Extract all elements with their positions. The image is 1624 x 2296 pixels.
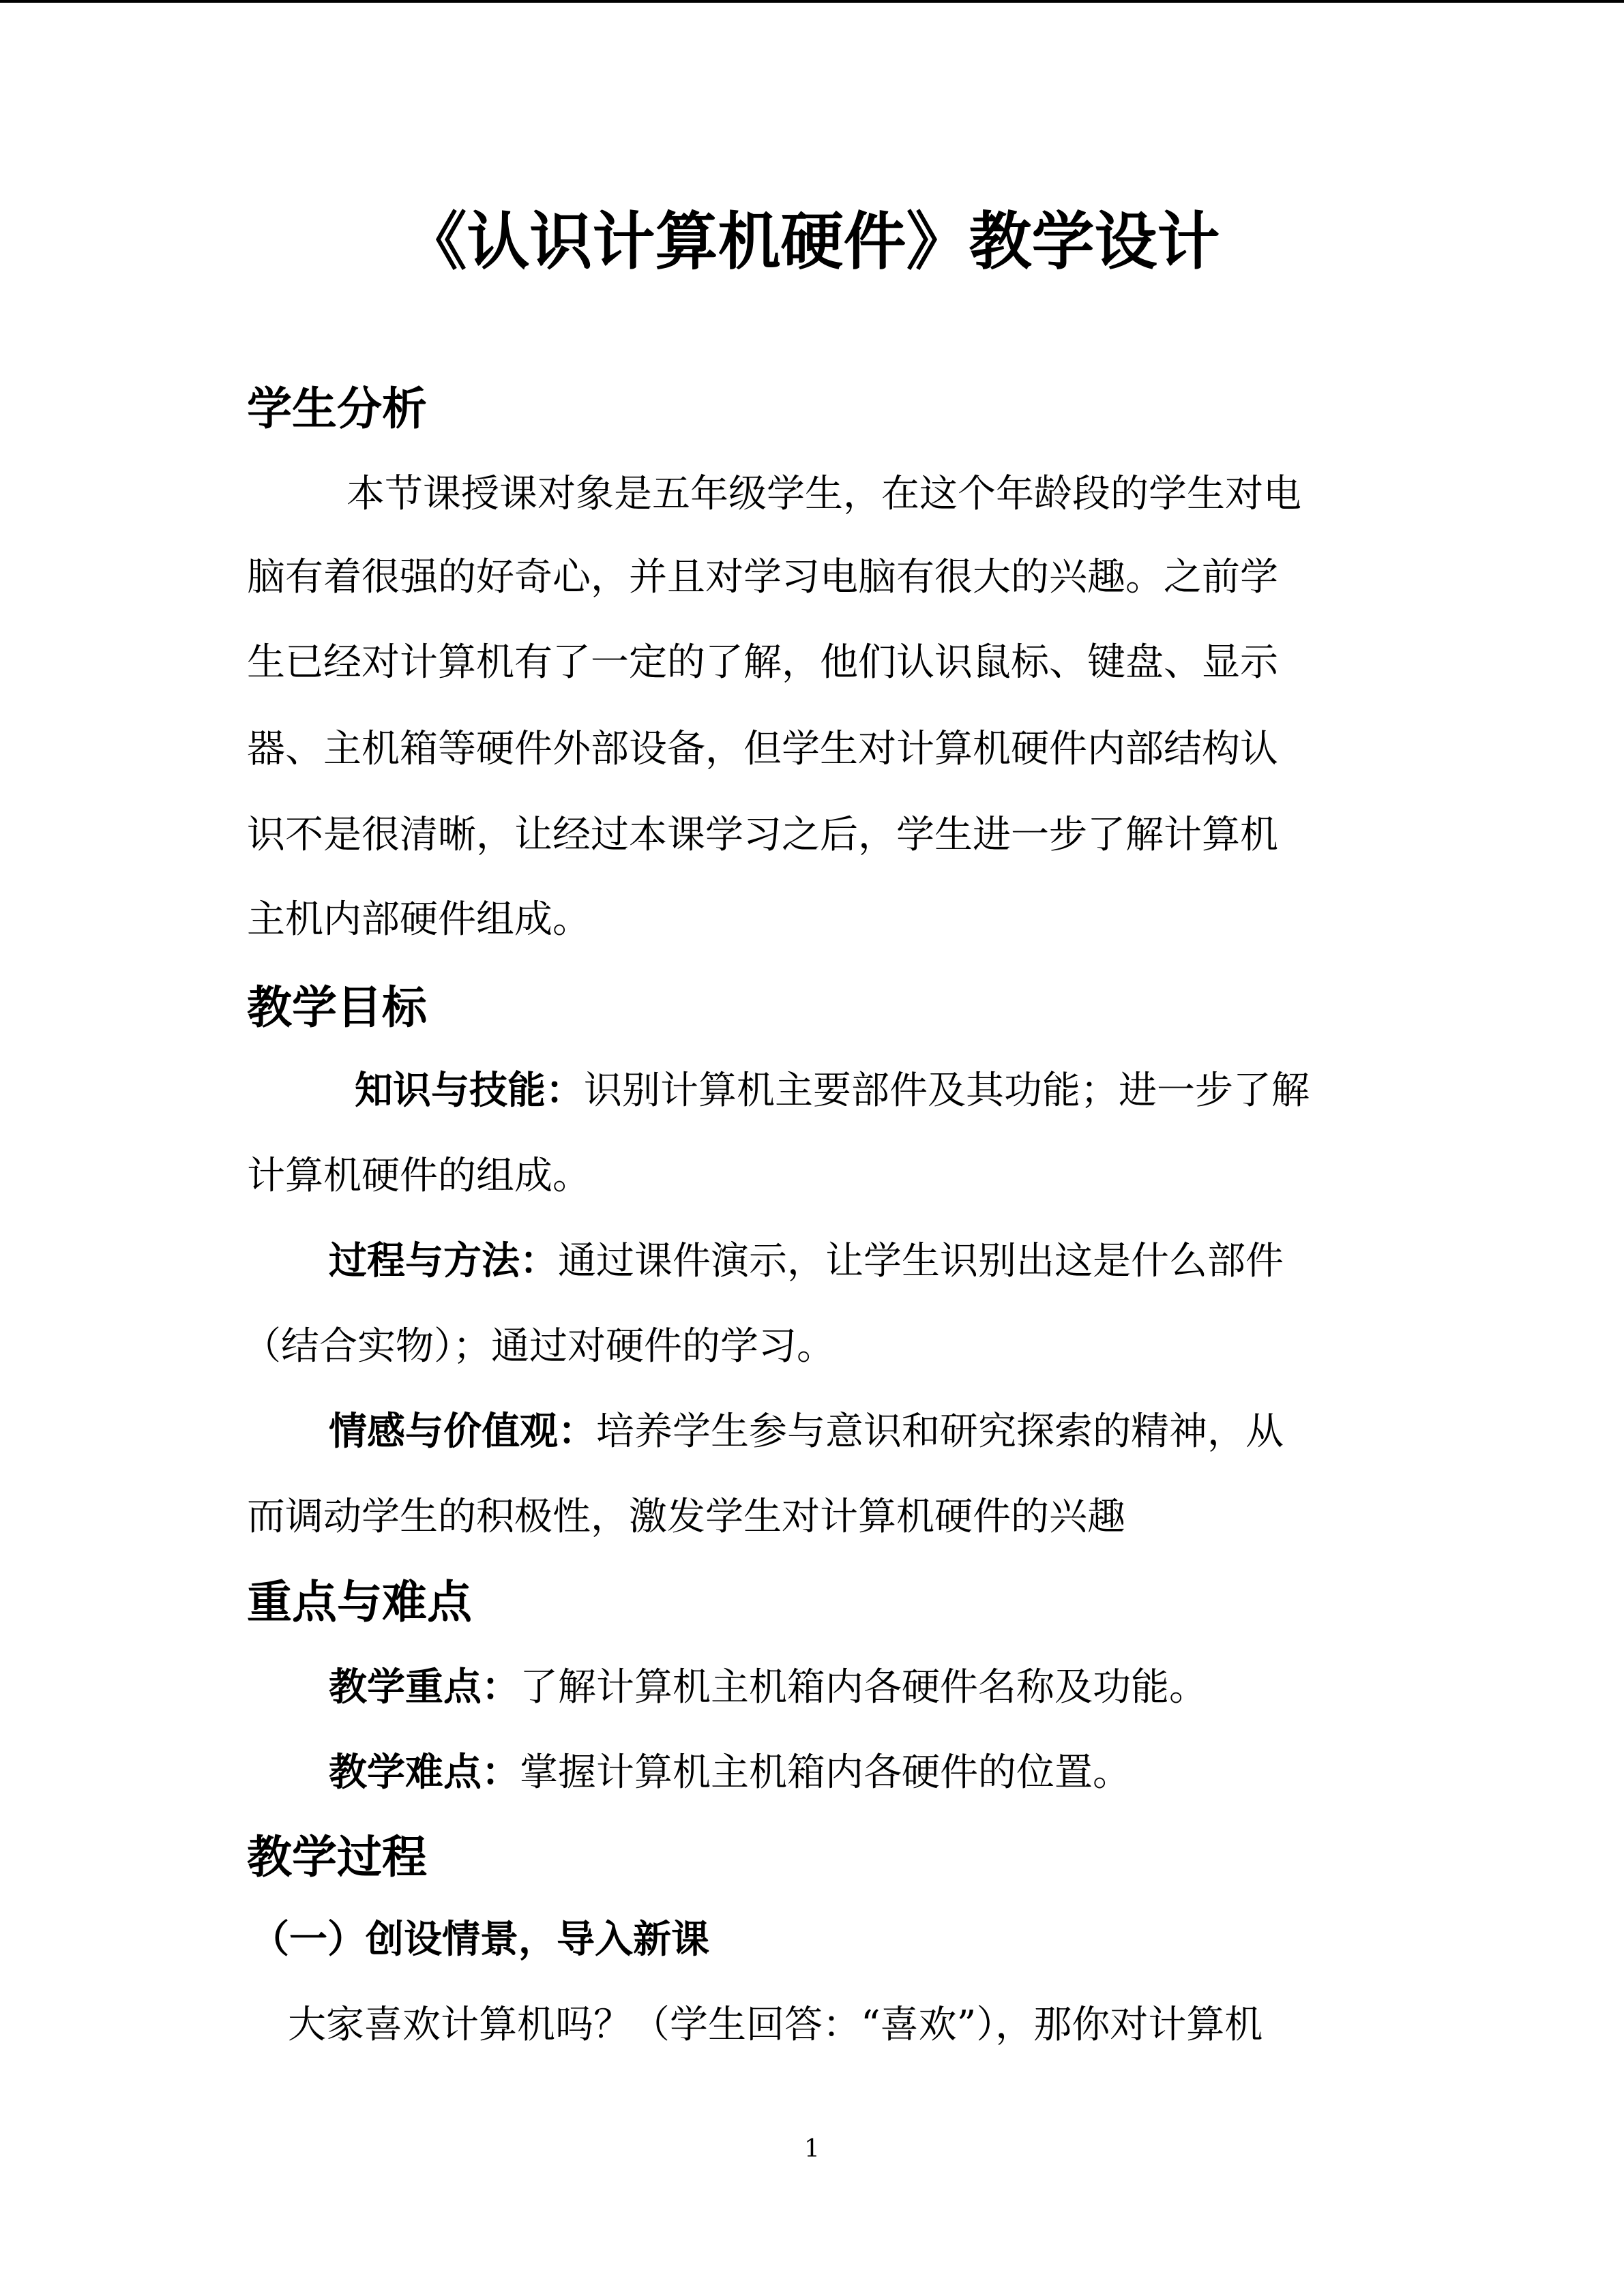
student-analysis-line-1: 本节课授课对象是五年级学生，在这个年龄段的学生对电 [346,472,1301,516]
difficult-point-label: 教学难点： [329,1750,520,1795]
difficult-point-text: 掌握计算机主机箱内各硬件的位置。 [520,1750,1131,1795]
key-point-text: 了解计算机主机箱内各硬件名称及功能。 [520,1665,1207,1710]
section-heading-student-analysis: 学生分析 [247,383,427,435]
objective-process-label: 过程与方法： [329,1239,558,1283]
objective-emotion-label: 情感与价值观： [329,1410,596,1454]
objective-process-line [329,1238,1461,1285]
key-point-label: 教学重点： [329,1665,520,1710]
page-number: 1 [804,2135,820,2163]
student-analysis-line-3: 生已经对计算机有了一定的了解，他们认识鼠标、键盘、显示 [247,640,1278,685]
teaching-step-1-heading: （一）创设情景，导入新课 [251,1918,709,1962]
objective-knowledge-label: 知识与技能： [355,1069,584,1113]
student-analysis-line-4: 器、主机箱等硬件外部设备，但学生对计算机硬件内部结构认 [247,727,1278,771]
objective-emotion-line [329,1408,1461,1456]
section-heading-objectives: 教学目标 [247,981,427,1034]
objective-knowledge-line [355,1067,1487,1115]
document-title: 《认识计算机硬件》教学设计 [404,205,1220,278]
objective-emotion-text: 培养学生参与意识和研究探索的精神，从 [596,1410,1284,1454]
objective-knowledge-continuation: 计算机硬件的组成。 [247,1154,591,1198]
teaching-step-1-line-1: 大家喜欢计算机吗？（学生回答：“喜欢”），那你对计算机 [288,2003,1263,2047]
objective-emotion-continuation: 而调动学生的积极性，激发学生对计算机硬件的兴趣 [247,1495,1125,1539]
student-analysis-line-6: 主机内部硬件组成。 [247,897,591,942]
student-analysis-line-5: 识不是很清晰，让经过本课学习之后，学生进一步了解计算机 [247,813,1278,857]
section-heading-key-points: 重点与难点 [247,1576,472,1628]
section-heading-teaching-process: 教学过程 [247,1831,427,1883]
difficult-point-line [329,1749,1461,1797]
objective-process-text: 通过课件演示，让学生识别出这是什么部件 [558,1239,1284,1283]
objective-process-continuation: （结合实物）；通过对硬件的学习。 [243,1324,835,1369]
key-point-line [329,1664,1461,1712]
student-analysis-line-2: 脑有着很强的好奇心，并且对学习电脑有很大的兴趣。之前学 [247,555,1278,599]
objective-knowledge-text: 识别计算机主要部件及其功能；进一步了解 [584,1069,1310,1113]
